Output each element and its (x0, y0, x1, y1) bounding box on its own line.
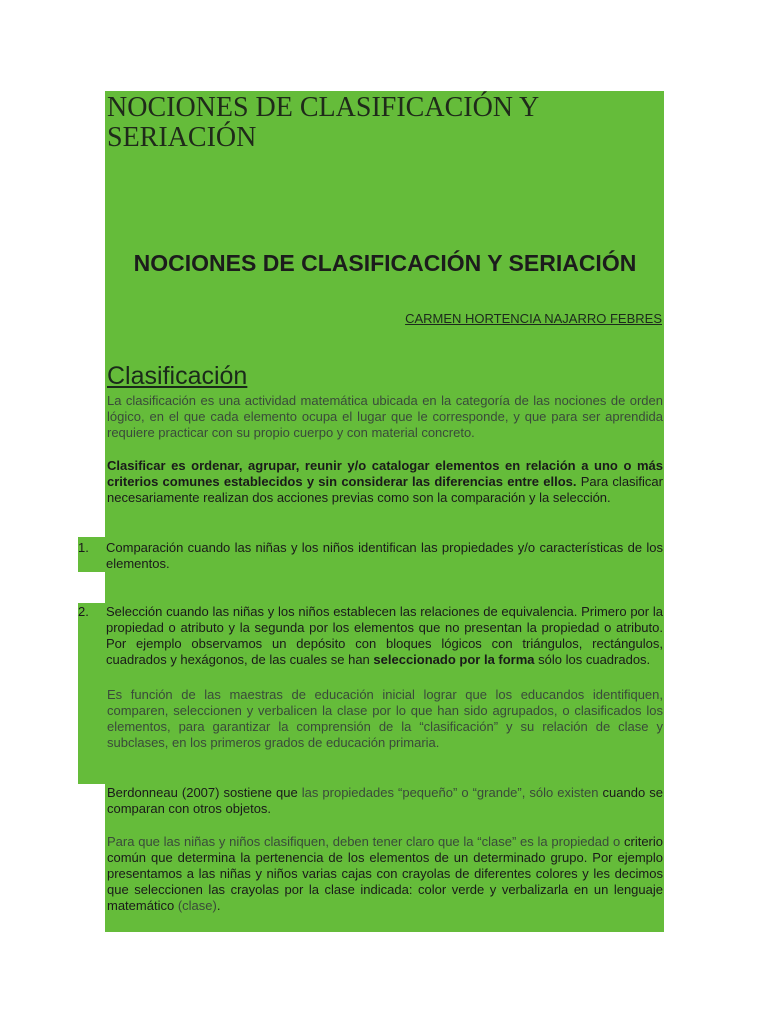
paragraph-definition (107, 458, 663, 506)
definition-bold: Clasificar es ordenar, agrupar, reunir y/o catalogar elementos en relación a uno o más criterios comunes establecidos y sin considerar las diferencias entre ellos. (107, 458, 663, 489)
list-item (78, 604, 663, 668)
list-number: 2. (78, 604, 89, 619)
document-title: NOCIONES DE CLASIFICACIÓN Y SERIACIÓN (107, 92, 539, 153)
author-name: CARMEN HORTENCIA NAJARRO FEBRES (405, 311, 662, 326)
list-number: 1. (78, 540, 89, 555)
paragraph-note: Es función de las maestras de educación inicial lograr que los educandos identifiquen, comparen, seleccionen y verbalicen la clase por lo que han sido agrupados, o clasificados los elementos, para garantizar la comprensión de la “clasificación” y su relación de clase y subclases, en los primeros grados de educación primaria. (107, 687, 663, 750)
paragraph-citation (107, 785, 663, 817)
list-item-text-content: Comparación cuando las niñas y los niños identifican las propiedades y/o características de los elementos. (106, 540, 663, 571)
list-item (78, 540, 663, 572)
list-item-text (106, 540, 663, 572)
panel-margin-block (78, 752, 106, 784)
definition-rest: Para clasificar necesariamente realizan dos acciones previas como son la comparación y la selección. (107, 474, 663, 505)
citation-text: cuando se comparan con otros objetos. (107, 785, 663, 816)
paragraph-example (107, 834, 663, 914)
list-item-bold: seleccionado por la forma (373, 652, 535, 667)
example-text: Para que las niñas y niños clasifiquen, deben tener claro que la “clase” es la propiedad o (107, 834, 621, 849)
example-paren: (clase) (177, 898, 217, 913)
list-item-text-content: sólo los cuadrados. (538, 652, 651, 667)
example-text: criterio común que determina la pertenencia de los elementos de un determinado grupo. Por ejemplo presentamos a las niñas y niños varias cajas con crayolas de diferentes colores y les decimos que seleccionen las crayolas por la clase indicada: color verde y verbalizarla en un lenguaje matemático (107, 834, 663, 913)
citation-text: las propiedades “pequeño” o “grande”, sólo existen (301, 785, 599, 800)
citation-text: Berdonneau (2007) sostiene que (107, 785, 298, 800)
section-heading: Clasificación (107, 362, 248, 390)
list-item-text-content: Selección cuando las niñas y los niños establecen las relaciones de equivalencia. Primero por la propiedad o atributo y la segunda por los elementos que no presentan la propiedad o atributo. Por ejemplo observamos un depósito con bloques lógicos con triángulos, rectángulos, cuadrados y hexágonos, de las cuales se han (106, 604, 663, 667)
paragraph-intro: La clasificación es una actividad matemática ubicada en la categoría de las nociones de orden lógico, en el que cada elemento ocupa el lugar que le corresponde, y que para ser aprendida requiere practicar con su propio cuerpo y con material concreto. (107, 393, 663, 440)
main-heading: NOCIONES DE CLASIFICACIÓN Y SERIACIÓN (133, 250, 637, 276)
list-item-text (106, 604, 663, 668)
example-text: . (216, 898, 221, 913)
